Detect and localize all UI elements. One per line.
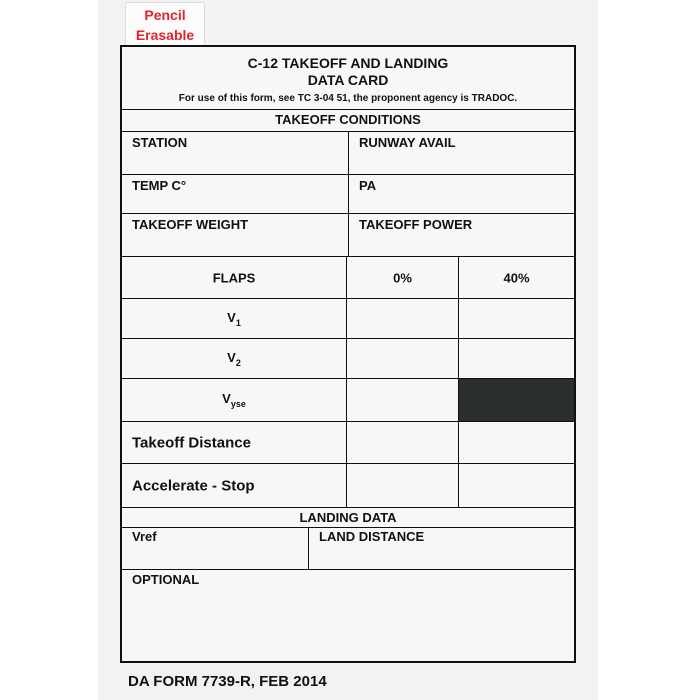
flaps-label: FLAPS	[212, 270, 256, 285]
takeoff-section-heading	[122, 110, 574, 132]
accelerate-stop-flaps-40-input[interactable]	[458, 464, 574, 507]
runway-avail-field[interactable]	[348, 132, 574, 174]
badge-line-1: Pencil	[144, 7, 186, 23]
row-takeoff-weight	[122, 214, 574, 257]
takeoff-power-label: TAKEOFF POWER	[359, 217, 473, 232]
takeoff-weight-label: TAKEOFF WEIGHT	[132, 217, 249, 232]
card-title-line-2: DATA CARD	[307, 72, 389, 88]
row-vyse	[122, 379, 574, 422]
badge-line-2: Erasable	[135, 27, 195, 43]
optional-field[interactable]	[122, 570, 574, 661]
takeoff-distance-flaps-0-input[interactable]	[346, 422, 458, 463]
runway-avail-label: RUNWAY AVAIL	[359, 135, 456, 150]
row-v1	[122, 299, 574, 339]
temp-field[interactable]	[122, 175, 348, 213]
takeoff-power-field[interactable]	[348, 214, 574, 256]
vyse-flaps-0-input[interactable]	[346, 379, 458, 421]
takeoff-weight-field[interactable]	[122, 214, 348, 256]
pa-label: PA	[359, 178, 377, 193]
flaps-cell	[122, 257, 346, 298]
accelerate-stop-cell	[122, 464, 346, 507]
vyse-cell	[122, 379, 346, 421]
v2-label: $V_2$	[227, 349, 241, 368]
v1-flaps-0-input[interactable]	[346, 299, 458, 338]
row-accelerate-stop	[122, 464, 574, 508]
form-id: DA FORM 7739-R, FEB 2014	[128, 673, 327, 690]
row-station	[122, 132, 574, 175]
v2-cell	[122, 339, 346, 378]
accelerate-stop-flaps-0-input[interactable]	[346, 464, 458, 507]
landing-section-heading	[122, 508, 574, 528]
v1-label: $V_1$	[227, 309, 241, 328]
row-vref	[122, 528, 574, 570]
v1-flaps-40-input[interactable]	[458, 299, 574, 338]
takeoff-distance-flaps-40-input[interactable]	[458, 422, 574, 463]
row-temp	[122, 175, 574, 214]
v1-cell	[122, 299, 346, 338]
vyse-flaps-40-shaded	[458, 379, 574, 421]
flaps-0-label: 0%	[393, 270, 412, 285]
land-distance-label: LAND DISTANCE	[319, 529, 425, 544]
accelerate-stop-label: Accelerate - Stop	[132, 477, 255, 494]
flaps-40-label: 40%	[503, 270, 530, 285]
station-field[interactable]	[122, 132, 348, 174]
vref-label: Vref	[132, 529, 157, 544]
landing-section-title: LANDING DATA	[299, 510, 397, 525]
takeoff-section-title: TAKEOFF CONDITIONS	[275, 112, 421, 127]
land-distance-field[interactable]	[308, 528, 574, 569]
takeoff-distance-label: Takeoff Distance	[132, 434, 251, 451]
flaps-0-cell	[346, 257, 458, 298]
card-title-line-1: C-12 TAKEOFF AND LANDING	[247, 55, 449, 71]
row-v2	[122, 339, 574, 379]
data-card	[120, 45, 576, 663]
flaps-40-cell	[458, 257, 574, 298]
row-flaps	[122, 257, 574, 299]
vyse-label: $V_{yse}$	[222, 391, 246, 409]
row-takeoff-distance	[122, 422, 574, 464]
optional-label: OPTIONAL	[132, 572, 200, 587]
pa-field[interactable]	[348, 175, 574, 213]
takeoff-distance-cell	[122, 422, 346, 463]
v2-flaps-0-input[interactable]	[346, 339, 458, 378]
card-instruction: For use of this form, see TC 3-04 51, the proponent agency is TRADOC.	[178, 93, 518, 104]
vref-field[interactable]	[122, 528, 308, 569]
temp-label: TEMP C°	[132, 178, 187, 193]
v2-flaps-40-input[interactable]	[458, 339, 574, 378]
station-label: STATION	[132, 135, 188, 150]
card-header	[122, 47, 574, 110]
pencil-erasable-badge	[125, 2, 205, 48]
